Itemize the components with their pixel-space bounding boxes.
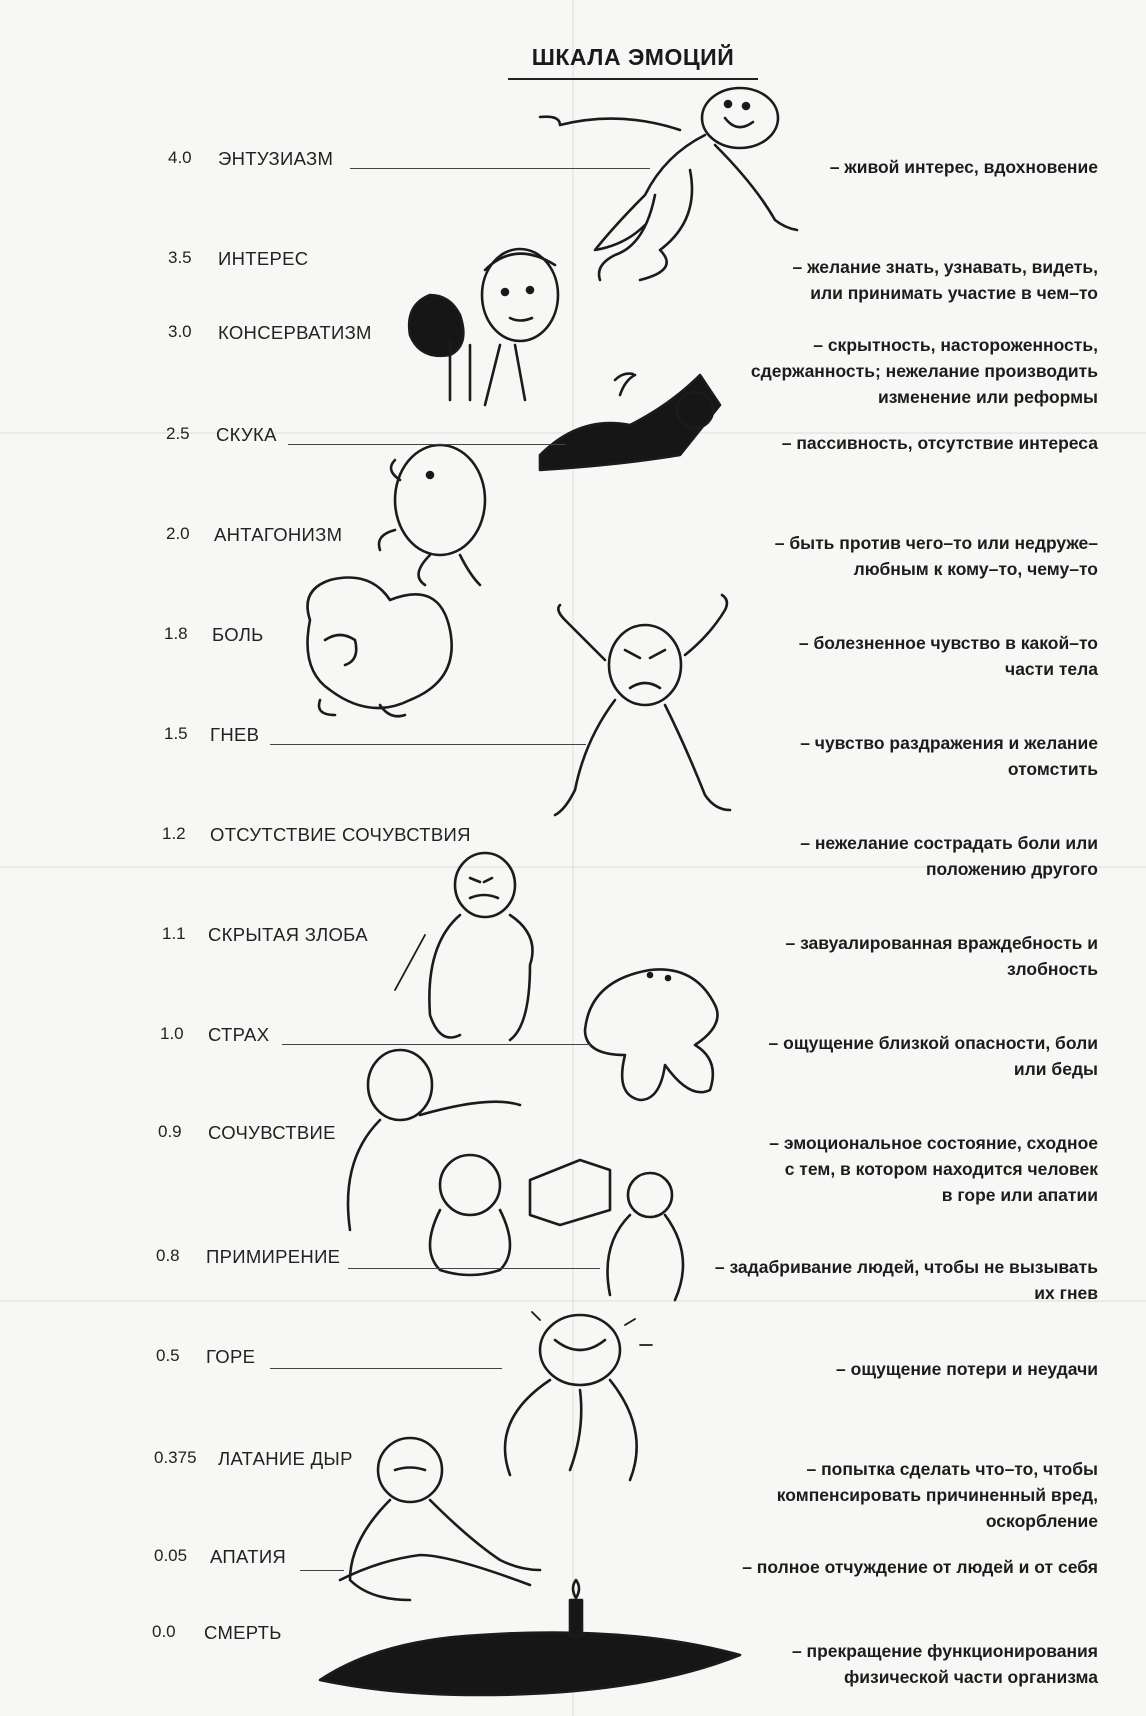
emotion-description: – завуалированная враждебность и злобность bbox=[785, 933, 1098, 979]
scale-value: 2.5 bbox=[166, 424, 190, 443]
emotion-name: ИНТЕРЕС bbox=[218, 248, 309, 269]
emotion-name: СМЕРТЬ bbox=[204, 1622, 282, 1643]
anger-figure bbox=[555, 595, 730, 815]
scale-value: 0.375 bbox=[154, 1448, 197, 1467]
scale-value: 0.5 bbox=[156, 1346, 180, 1365]
emotion-name: ГОРЕ bbox=[206, 1346, 256, 1367]
emotion-description: – скрытность, настороженность, сдержанность; нежелание производить изменение или реформы bbox=[750, 335, 1098, 407]
emotion-description: – быть против чего–то или недруже– любным к кому–то, чему–то bbox=[774, 533, 1098, 579]
leader-line bbox=[288, 444, 566, 445]
pain-figure bbox=[308, 578, 452, 717]
scale-value: 1.5 bbox=[164, 724, 188, 743]
emotion-description: – чувство раздражения и желание отомстить bbox=[800, 733, 1098, 779]
emotion-description: – нежелание сострадать боли или положению другого bbox=[800, 833, 1098, 879]
emotion-name: БОЛЬ bbox=[212, 624, 264, 645]
emotion-description: – болезненное чувство в какой–то части тела bbox=[798, 633, 1098, 679]
paper-fold bbox=[572, 0, 574, 1716]
emotion-name: ГНЕВ bbox=[210, 724, 260, 745]
emotion-description: – полное отчуждение от людей и от себя bbox=[742, 1557, 1098, 1577]
scale-value: 2.0 bbox=[166, 524, 190, 543]
emotion-name: СКУКА bbox=[216, 424, 277, 445]
scale-value: 1.2 bbox=[162, 824, 186, 843]
emotion-name: ЛАТАНИЕ ДЫР bbox=[218, 1448, 353, 1469]
leader-line bbox=[282, 1044, 592, 1045]
emotion-name: ПРИМИРЕНИЕ bbox=[206, 1246, 341, 1267]
emotion-description: – ощущение потери и неудачи bbox=[836, 1359, 1098, 1379]
leader-line bbox=[270, 744, 586, 745]
scale-value: 0.05 bbox=[154, 1546, 188, 1565]
emotion-description: – ощущение близкой опасности, боли или беды bbox=[768, 1033, 1098, 1079]
apathy-figure bbox=[340, 1438, 540, 1600]
emotion-name: КОНСЕРВАТИЗМ bbox=[218, 322, 372, 343]
emotion-description: – пассивность, отсутствие интереса bbox=[781, 433, 1098, 453]
emotion-name: СТРАХ bbox=[208, 1024, 270, 1045]
emotion-description: – желание знать, узнавать, видеть, или принимать участие в чем–то bbox=[792, 257, 1098, 303]
emotion-name: АНТАГОНИЗМ bbox=[214, 524, 343, 545]
scale-value: 3.0 bbox=[168, 322, 192, 341]
emotion-name: ЭНТУЗИАЗМ bbox=[218, 148, 334, 169]
emotion-description: – живой интерес, вдохновение bbox=[829, 157, 1098, 177]
leader-line bbox=[270, 1368, 502, 1369]
hidden-hostility-figure bbox=[395, 853, 533, 1040]
interest-conservatism-figures bbox=[409, 249, 558, 405]
page-title: ШКАЛА ЭМОЦИЙ bbox=[531, 44, 735, 70]
emotion-name: СОЧУВСТВИЕ bbox=[208, 1122, 336, 1143]
leader-line bbox=[350, 168, 650, 169]
scale-value: 1.0 bbox=[160, 1024, 184, 1043]
scale-value: 1.8 bbox=[164, 624, 188, 643]
leader-line bbox=[300, 1570, 344, 1571]
grief-figure bbox=[505, 1312, 652, 1480]
emotion-description: – задабривание людей, чтобы не вызывать их гнев bbox=[714, 1257, 1098, 1303]
scale-value: 4.0 bbox=[168, 148, 192, 167]
emotion-name: АПАТИЯ bbox=[210, 1546, 287, 1567]
enthusiasm-figure bbox=[540, 88, 797, 280]
sympathy-figures bbox=[348, 1050, 683, 1300]
antagonism-figure bbox=[379, 445, 485, 585]
boredom-figure bbox=[540, 374, 720, 470]
scale-value: 0.8 bbox=[156, 1246, 180, 1265]
title-underline bbox=[508, 78, 758, 80]
scale-value: 1.1 bbox=[162, 924, 186, 943]
fear-figure bbox=[585, 969, 718, 1100]
emotion-description: – эмоциональное состояние, сходное с тем, в котором находится человек в горе или апатии bbox=[769, 1133, 1098, 1205]
scale-value: 0.0 bbox=[152, 1622, 176, 1641]
scale-value: 3.5 bbox=[168, 248, 192, 267]
scale-value: 0.9 bbox=[158, 1122, 182, 1141]
emotion-name: СКРЫТАЯ ЗЛОБА bbox=[208, 924, 368, 945]
emotion-name: ОТСУТСТВИЕ СОЧУВСТВИЯ bbox=[210, 824, 471, 845]
emotion-description: – прекращение функционирования физической части организма bbox=[791, 1641, 1098, 1687]
death-figure bbox=[320, 1580, 740, 1695]
leader-line bbox=[348, 1268, 600, 1269]
emotion-description: – попытка сделать что–то, чтобы компенсировать причиненный вред, оскорбление bbox=[776, 1459, 1098, 1531]
